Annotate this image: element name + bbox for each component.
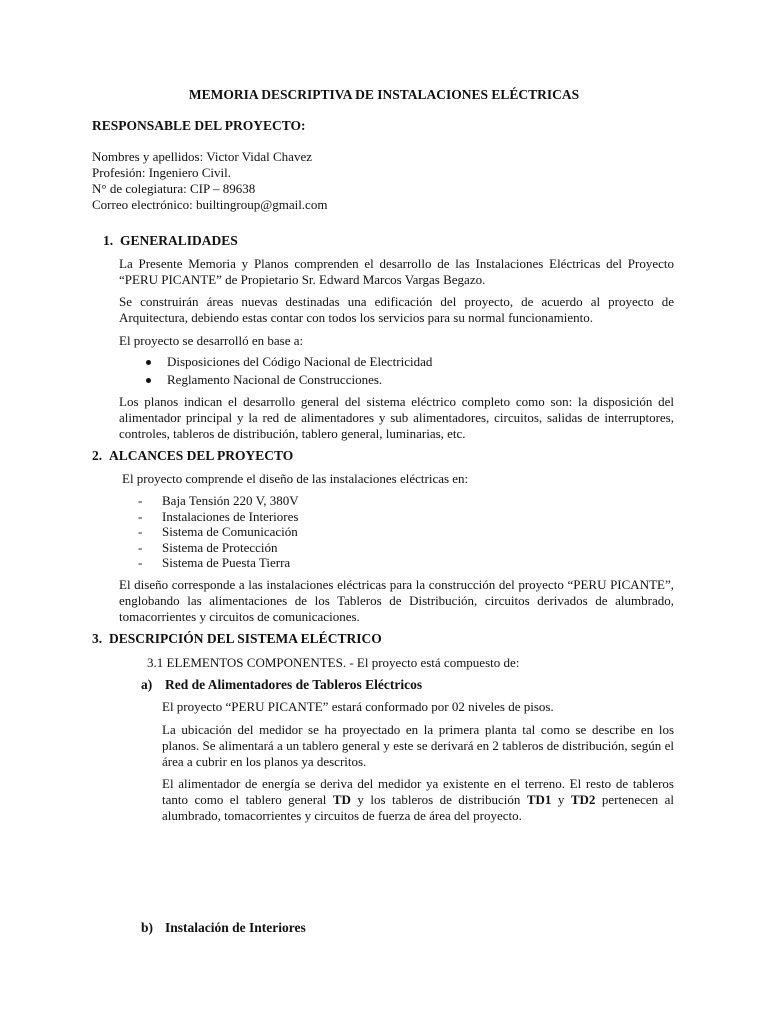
responsable-name: Nombres y apellidos: Victor Vidal Chavez: [92, 149, 312, 164]
section-1-title: GENERALIDADES: [120, 233, 238, 248]
section-3-title: DESCRIPCIÓN DEL SISTEMA ELÉCTRICO: [109, 631, 382, 646]
subsection-a-paragraph-2: La ubicación del medidor se ha proyectado en la primera planta tal como se describe en los planos. Se alimentará a un tablero general y este se derivará en 2 tableros de distribución, según el área a cubrir en los planos ya descritos.: [162, 722, 674, 769]
section-1-paragraph-3: El proyecto se desarrolló en base a:: [119, 333, 304, 348]
section-2-title: ALCANCES DEL PROYECTO: [109, 448, 294, 463]
section-2-paragraph-1: El proyecto comprende el diseño de las instalaciones eléctricas en:: [122, 471, 469, 486]
list-item: - Sistema de Comunicación: [138, 524, 298, 539]
subsection-a-paragraph-1: El proyecto “PERU PICANTE” estará conformado por 02 niveles de pisos.: [162, 699, 554, 714]
subsection-a-heading: [141, 677, 422, 693]
section-1-heading: [103, 233, 238, 249]
section-1-number: 1.: [103, 233, 114, 248]
bullet-icon: [146, 378, 151, 383]
section-2-number: 2.: [92, 448, 103, 463]
subsection-a-title: Red de Alimentadores de Tableros Eléctricos: [165, 677, 423, 692]
subsection-b-heading: [141, 920, 306, 936]
section-2-heading: [92, 448, 293, 464]
td2-label: TD2: [570, 792, 596, 807]
bullet-icon: [146, 360, 151, 365]
section-1-paragraph-1: La Presente Memoria y Planos comprenden el desarrollo de las Instalaciones Eléctricas del Proyecto “PERU PICANTE” de Propietario Sr. Edward Marcos Vargas Begazo.: [119, 256, 674, 287]
responsable-info: [92, 149, 692, 213]
responsable-profession: Profesión: Ingeniero Civil.: [92, 165, 232, 180]
section-2-dash-list: [138, 493, 638, 571]
section-1-bullet-list: [119, 354, 674, 390]
td1-label: TD1: [526, 792, 552, 807]
section-3-1-elements: 3.1 ELEMENTOS COMPONENTES. - El proyecto está compuesto de:: [147, 655, 520, 670]
subsection-a-letter: a): [141, 677, 153, 692]
subsection-a-paragraph-3: El alimentador de energía se deriva del medidor ya existente en el terreno. El resto de tableros tanto como el tablero general TD y los tableros de distribución TD1 y TD2 pertenecen al alumbrado, tomacorrientes y circuitos de fuerza de área del proyecto.: [162, 776, 675, 823]
list-item: Disposiciones del Código Nacional de Electricidad: [119, 354, 674, 372]
list-item: - Instalaciones de Interiores: [138, 508, 299, 524]
section-3-number: 3.: [92, 631, 103, 646]
list-item: - Baja Tensión 220 V, 380V: [138, 493, 299, 508]
section-3-heading: [92, 631, 382, 647]
subsection-b-letter: b): [141, 920, 154, 935]
list-item: Reglamento Nacional de Construcciones.: [119, 372, 674, 390]
section-2-paragraph-2: El diseño corresponde a las instalaciones eléctricas para la construcción del proyecto “PERU PICANTE”, englobando las alimentaciones de los Tableros de Distribución, circuitos derivados de alumbrado, tomacorrientes y circuitos de comunicaciones.: [119, 577, 674, 624]
document-title: MEMORIA DESCRIPTIVA DE INSTALACIONES ELÉCTRICAS: [188, 87, 580, 102]
responsable-email: Correo electrónico: builtingroup@gmail.com: [92, 197, 328, 212]
responsable-registration: N° de colegiatura: CIP – 89638: [92, 181, 256, 196]
td-label: TD: [332, 792, 351, 807]
responsable-heading: RESPONSABLE DEL PROYECTO:: [92, 118, 306, 133]
subsection-b-title: Instalación de Interiores: [165, 920, 306, 935]
list-item: - Sistema de Protección: [138, 539, 278, 555]
section-1-paragraph-4: Los planos indican el desarrollo general del sistema eléctrico completo como son: la disposición del alimentador principal y la red de alimentadores y sub alimentadores, circuitos, salidas de interruptores, controles, tableros de distribución, tablero general, luminarias, etc.: [119, 394, 674, 441]
list-item: - Sistema de Puesta Tierra: [138, 555, 291, 570]
section-1-paragraph-2: Se construirán áreas nuevas destinadas una edificación del proyecto, de acuerdo al proyecto de Arquitectura, debiendo estas contar con todos los servicios para su normal funcionamiento.: [119, 294, 674, 325]
